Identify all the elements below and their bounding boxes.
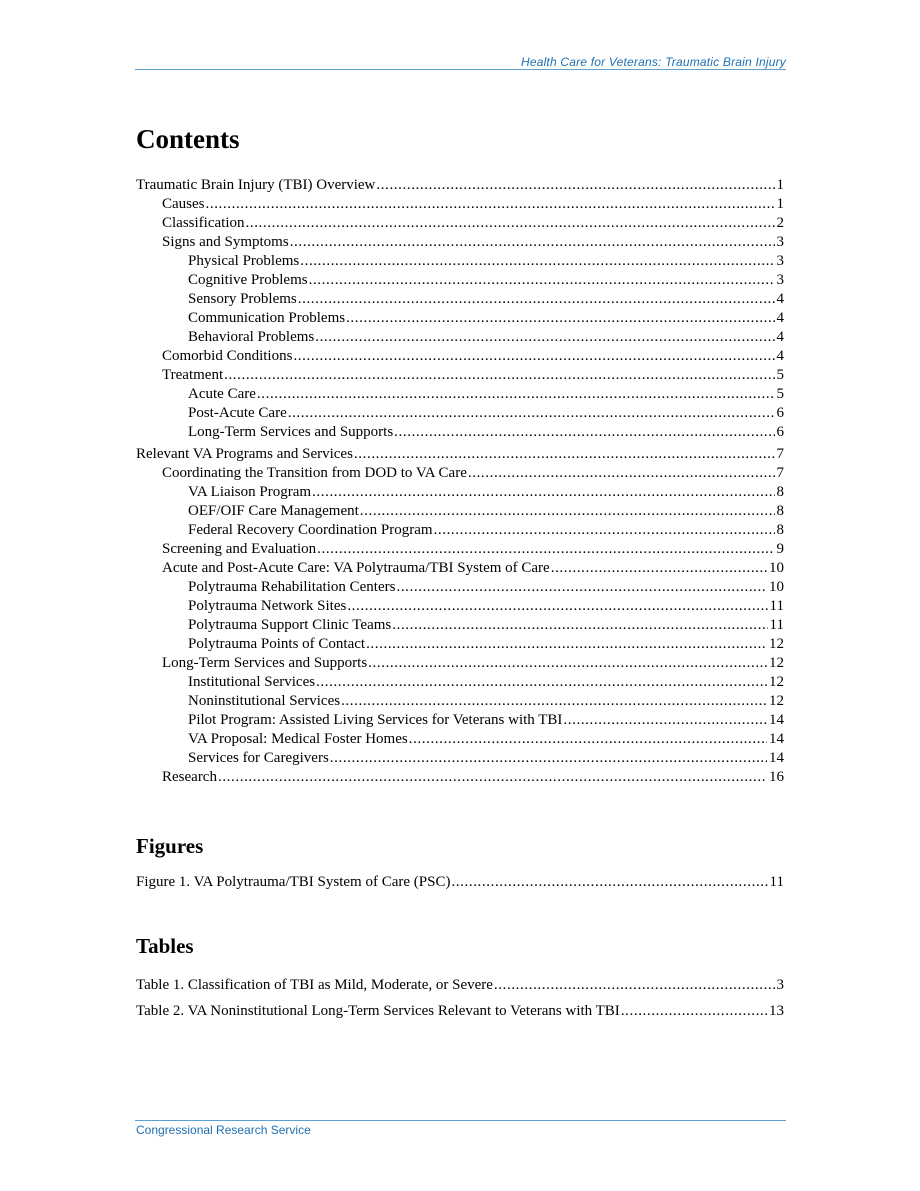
toc-entry-page: 14 bbox=[769, 712, 784, 728]
toc-entry-page: 2 bbox=[776, 215, 784, 231]
dot-leader bbox=[298, 290, 775, 309]
toc-entry-page: 7 bbox=[776, 465, 784, 481]
dot-leader bbox=[293, 347, 774, 366]
toc-entry[interactable] bbox=[136, 502, 784, 521]
toc-entry-title: Services for Caregivers bbox=[188, 750, 329, 766]
dot-leader bbox=[341, 692, 767, 711]
toc-entry-title: Traumatic Brain Injury (TBI) Overview bbox=[136, 177, 376, 193]
figure-entry-page: 11 bbox=[769, 874, 784, 890]
dot-leader bbox=[317, 540, 774, 559]
dot-leader bbox=[376, 176, 774, 195]
toc-entry[interactable] bbox=[136, 233, 784, 252]
toc-entry-page: 8 bbox=[776, 522, 784, 538]
dot-leader bbox=[396, 578, 767, 597]
toc-entry-title: Classification bbox=[162, 215, 245, 231]
toc-entry-page: 14 bbox=[769, 731, 784, 747]
table-entry-title: Table 2. VA Noninstitutional Long-Term Services Relevant to Veterans with TBI bbox=[136, 1003, 620, 1019]
dot-leader bbox=[316, 673, 767, 692]
toc-entry-title: Polytrauma Rehabilitation Centers bbox=[188, 579, 396, 595]
toc-entry[interactable] bbox=[136, 616, 784, 635]
toc-entry-page: 6 bbox=[776, 424, 784, 440]
dot-leader bbox=[246, 214, 775, 233]
toc-entry-title: Post-Acute Care bbox=[188, 405, 287, 421]
dot-leader bbox=[409, 730, 767, 749]
dot-leader bbox=[360, 502, 775, 521]
dot-leader bbox=[312, 483, 774, 502]
toc-entry[interactable] bbox=[136, 195, 784, 214]
toc-entry-title: OEF/OIF Care Management bbox=[188, 503, 359, 519]
dot-leader bbox=[368, 654, 767, 673]
dot-leader bbox=[451, 873, 767, 892]
dot-leader bbox=[300, 252, 774, 271]
running-footer: Congressional Research Service bbox=[136, 1123, 311, 1137]
toc-entry-page: 14 bbox=[769, 750, 784, 766]
dot-leader bbox=[563, 711, 767, 730]
table-entry[interactable] bbox=[136, 998, 784, 1024]
toc-entry[interactable] bbox=[136, 483, 784, 502]
dot-leader bbox=[494, 972, 775, 998]
contents-list bbox=[136, 176, 784, 787]
toc-entry-page: 10 bbox=[769, 579, 784, 595]
toc-entry[interactable] bbox=[136, 654, 784, 673]
toc-entry-page: 6 bbox=[776, 405, 784, 421]
toc-entry-title: Polytrauma Network Sites bbox=[188, 598, 347, 614]
dot-leader bbox=[346, 309, 774, 328]
toc-entry[interactable] bbox=[136, 521, 784, 540]
toc-entry-title: VA Proposal: Medical Foster Homes bbox=[188, 731, 408, 747]
dot-leader bbox=[354, 445, 775, 464]
dot-leader bbox=[551, 559, 767, 578]
toc-entry-page: 16 bbox=[769, 769, 784, 785]
dot-leader bbox=[288, 404, 775, 423]
toc-entry-title: Long-Term Services and Supports bbox=[188, 424, 394, 440]
toc-entry[interactable] bbox=[136, 635, 784, 654]
dot-leader bbox=[315, 328, 774, 347]
toc-entry-page: 12 bbox=[769, 693, 784, 709]
toc-entry-page: 11 bbox=[769, 598, 784, 614]
toc-entry-title: Comorbid Conditions bbox=[162, 348, 293, 364]
toc-entry[interactable] bbox=[136, 768, 784, 787]
toc-entry[interactable] bbox=[136, 730, 784, 749]
toc-entry-page: 10 bbox=[769, 560, 784, 576]
toc-entry[interactable] bbox=[136, 366, 784, 385]
table-entry-page: 13 bbox=[769, 1003, 784, 1019]
toc-entry-title: Screening and Evaluation bbox=[162, 541, 317, 557]
header-divider bbox=[135, 69, 786, 70]
toc-entry-page: 12 bbox=[769, 636, 784, 652]
toc-entry-title: Sensory Problems bbox=[188, 291, 297, 307]
toc-entry[interactable] bbox=[136, 540, 784, 559]
toc-entry[interactable] bbox=[136, 271, 784, 290]
toc-entry[interactable] bbox=[136, 692, 784, 711]
toc-entry[interactable] bbox=[136, 423, 784, 442]
toc-entry-title: Institutional Services bbox=[188, 674, 316, 690]
toc-entry-page: 4 bbox=[776, 310, 784, 326]
dot-leader bbox=[434, 521, 775, 540]
toc-entry[interactable] bbox=[136, 252, 784, 271]
table-entry-title: Table 1. Classification of TBI as Mild, Moderate, or Severe bbox=[136, 977, 493, 993]
toc-entry-title: Polytrauma Support Clinic Teams bbox=[188, 617, 392, 633]
toc-entry-title: Relevant VA Programs and Services bbox=[136, 446, 353, 462]
dot-leader bbox=[206, 195, 775, 214]
toc-entry-page: 5 bbox=[776, 367, 784, 383]
dot-leader bbox=[347, 597, 767, 616]
dot-leader bbox=[330, 749, 767, 768]
toc-entry[interactable] bbox=[136, 559, 784, 578]
toc-entry-title: Acute and Post-Acute Care: VA Polytrauma/TBI System of Care bbox=[162, 560, 550, 576]
toc-entry-title: Communication Problems bbox=[188, 310, 346, 326]
contents-heading: Contents bbox=[136, 124, 240, 154]
toc-entry[interactable] bbox=[136, 673, 784, 692]
toc-entry-title: VA Liaison Program bbox=[188, 484, 312, 500]
dot-leader bbox=[468, 464, 775, 483]
toc-entry-title: Acute Care bbox=[188, 386, 256, 402]
dot-leader bbox=[290, 233, 775, 252]
toc-entry[interactable] bbox=[136, 749, 784, 768]
toc-entry-page: 4 bbox=[776, 329, 784, 345]
toc-entry-page: 3 bbox=[776, 253, 784, 269]
toc-entry-page: 12 bbox=[769, 674, 784, 690]
table-entry[interactable] bbox=[136, 972, 784, 998]
toc-entry-title: Signs and Symptoms bbox=[162, 234, 289, 250]
toc-entry-title: Noninstitutional Services bbox=[188, 693, 341, 709]
toc-entry-title: Coordinating the Transition from DOD to VA Care bbox=[162, 465, 467, 481]
tables-heading: Tables bbox=[136, 934, 194, 958]
dot-leader bbox=[224, 366, 774, 385]
toc-entry[interactable] bbox=[136, 385, 784, 404]
toc-entry[interactable] bbox=[136, 290, 784, 309]
toc-entry-title: Treatment bbox=[162, 367, 224, 383]
toc-entry-title: Polytrauma Points of Contact bbox=[188, 636, 366, 652]
toc-entry-title: Pilot Program: Assisted Living Services for Veterans with TBI bbox=[188, 712, 563, 728]
tables-list bbox=[136, 972, 784, 1024]
dot-leader bbox=[621, 998, 767, 1024]
toc-entry-title: Behavioral Problems bbox=[188, 329, 315, 345]
toc-entry-page: 8 bbox=[776, 484, 784, 500]
toc-entry-title: Long-Term Services and Supports bbox=[162, 655, 368, 671]
toc-entry-page: 4 bbox=[776, 291, 784, 307]
toc-entry-page: 8 bbox=[776, 503, 784, 519]
toc-entry[interactable] bbox=[136, 597, 784, 616]
toc-entry[interactable] bbox=[136, 578, 784, 597]
toc-entry-page: 4 bbox=[776, 348, 784, 364]
toc-entry[interactable] bbox=[136, 176, 784, 195]
dot-leader bbox=[309, 271, 775, 290]
dot-leader bbox=[394, 423, 774, 442]
toc-entry[interactable] bbox=[136, 347, 784, 366]
toc-entry-page: 3 bbox=[776, 234, 784, 250]
toc-entry-page: 11 bbox=[769, 617, 784, 633]
dot-leader bbox=[366, 635, 767, 654]
table-entry-page: 3 bbox=[776, 977, 784, 993]
toc-entry[interactable] bbox=[136, 464, 784, 483]
toc-entry[interactable] bbox=[136, 711, 784, 730]
toc-entry-title: Research bbox=[162, 769, 217, 785]
toc-entry-page: 7 bbox=[776, 446, 784, 462]
toc-entry[interactable] bbox=[136, 214, 784, 233]
toc-entry-page: 3 bbox=[776, 272, 784, 288]
toc-entry-title: Cognitive Problems bbox=[188, 272, 308, 288]
figure-entry[interactable] bbox=[136, 873, 784, 892]
dot-leader bbox=[392, 616, 767, 635]
dot-leader bbox=[218, 768, 767, 787]
toc-entry[interactable] bbox=[136, 328, 784, 347]
toc-entry-title: Causes bbox=[162, 196, 205, 212]
toc-entry-page: 12 bbox=[769, 655, 784, 671]
toc-entry-page: 1 bbox=[776, 177, 784, 193]
dot-leader bbox=[257, 385, 775, 404]
toc-entry-page: 9 bbox=[776, 541, 784, 557]
toc-entry-page: 1 bbox=[776, 196, 784, 212]
toc-entry-title: Federal Recovery Coordination Program bbox=[188, 522, 433, 538]
toc-entry[interactable] bbox=[136, 445, 784, 464]
toc-entry-title: Physical Problems bbox=[188, 253, 300, 269]
toc-entry-page: 5 bbox=[776, 386, 784, 402]
figures-heading: Figures bbox=[136, 834, 204, 858]
footer-divider bbox=[135, 1120, 786, 1121]
toc-entry[interactable] bbox=[136, 404, 784, 423]
running-header: Health Care for Veterans: Traumatic Brain Injury bbox=[520, 55, 786, 69]
figures-list bbox=[136, 873, 784, 892]
figure-entry-title: Figure 1. VA Polytrauma/TBI System of Care (PSC) bbox=[136, 874, 451, 890]
toc-entry[interactable] bbox=[136, 309, 784, 328]
